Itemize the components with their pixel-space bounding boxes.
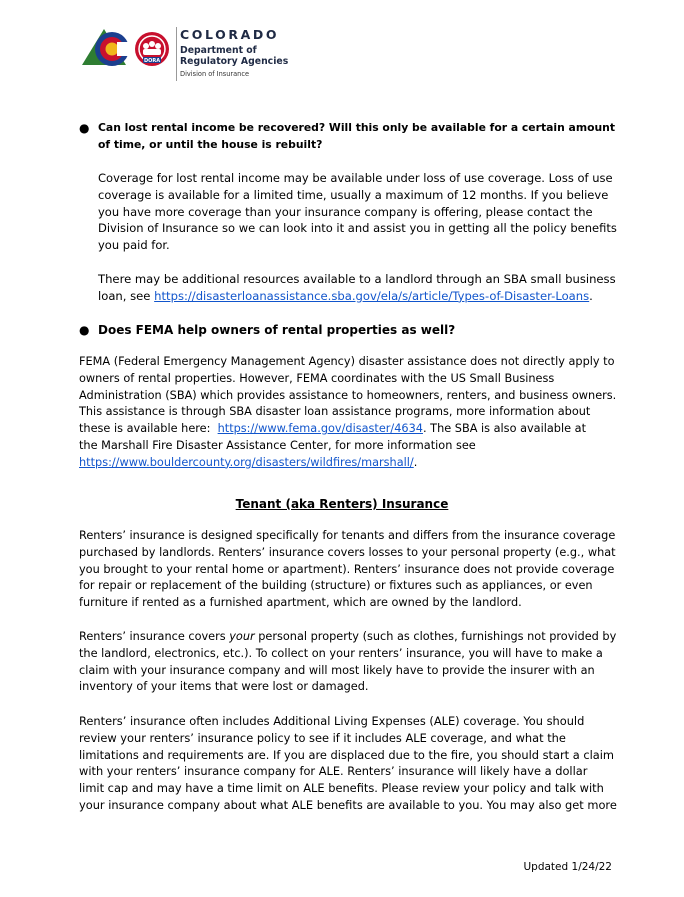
logo-text — [180, 27, 288, 78]
para2-line: inventory of your items that were lost or damaged. — [79, 680, 369, 694]
q1-question — [98, 120, 615, 154]
q2-question — [98, 322, 455, 339]
q1-sba-suffix: . — [589, 288, 593, 303]
para3-line: review your renters’ insurance policy to see if it includes ALE coverage, and what the — [79, 730, 566, 745]
q2-answer — [79, 354, 616, 472]
logo-state-name: COLORADO — [180, 27, 280, 42]
para3-line: limit cap and may have a time limit on ALE benefits. Please review your policy and talk with — [79, 781, 604, 796]
logo-dept-line1: Department of — [180, 45, 257, 56]
para3-line: limitations and requirements are. If you are displaced due to the fire, you should start a claim — [79, 747, 615, 762]
para1-line: Renters’ insurance is designed specifically for tenants and differs from the insurance coverage — [79, 529, 616, 542]
renters-paragraph-2 — [79, 629, 616, 696]
q1-answer-line: you paid for. — [98, 238, 170, 253]
para1-line: purchased by landlords. Renters’ insurance covers losses to your personal property (e.g., what — [79, 545, 616, 559]
fema-disaster-link[interactable]: https://www.fema.gov/disaster/4634 — [217, 422, 423, 436]
colorado-logo-mark-icon — [82, 27, 178, 75]
q1-answer-line: you have more coverage than your insurance company is offering, please contact the — [98, 204, 593, 219]
q1-question-line1: Can lost rental income be recovered? Will this only be available for a certain amount — [98, 121, 616, 134]
para1-line: for repair or replacement of the building (structure) or fixtures such as appliances, or even — [79, 579, 593, 593]
renters-paragraph-1 — [79, 528, 616, 612]
q1-bullet: ● — [79, 121, 90, 135]
q2-answer-line: owners of rental properties. However, FEMA coordinates with the US Small Business — [79, 371, 555, 385]
renters-paragraph-3 — [79, 713, 617, 814]
boulder-county-marshall-link[interactable]: https://www.bouldercounty.org/disasters/wildfires/marshall/ — [79, 455, 414, 469]
q2-line5-prefix: these is available here: — [79, 422, 218, 436]
para1-line: furniture if rented as a furnished apartment, which are owned by the landlord. — [79, 596, 522, 610]
q1-sba-paragraph — [98, 271, 616, 305]
para2-emphasis: your — [229, 630, 255, 643]
para1-line: you brought to your rental home or apartment). Renters’ insurance does not provide coverage — [79, 562, 615, 576]
q1-sba-line1: There may be additional resources available to a landlord through an SBA small business — [98, 272, 616, 286]
q2-answer-line: FEMA (Federal Emergency Management Agency) disaster assistance does not directly apply to — [79, 355, 615, 368]
para3-line: with your renters’ insurance company for ALE. Renters’ insurance will likely have a dollar — [79, 764, 588, 779]
dora-logo — [82, 27, 302, 87]
q2-answer-line: the Marshall Fire Disaster Assistance Center, for more information see — [79, 438, 476, 452]
dora-badge-label: DORA — [143, 58, 161, 64]
q2-line7-suffix: . — [413, 455, 418, 469]
q1-answer-line: coverage is available for a limited time, usually a maximum of 12 months. If you believe — [98, 187, 609, 202]
q2-bullet: ● — [79, 323, 90, 337]
para2-line: the landlord, electronics, etc.). To collect on your renters’ insurance, you will have to make a — [79, 646, 603, 660]
para3-line: Renters’ insurance often includes Additional Living Expenses (ALE) coverage. You should — [79, 714, 585, 728]
updated-date-footer: Updated 1/24/22 — [523, 861, 612, 873]
q1-question-line2: of time, or until the house is rebuilt? — [98, 137, 323, 151]
para3-line: your insurance company about what ALE benefits are available to you. You may also get more — [79, 797, 617, 812]
logo-dept-line2: Regulatory Agencies — [180, 56, 289, 67]
q1-answer-line: Coverage for lost rental income may be available under loss of use coverage. Loss of use — [98, 171, 613, 185]
q1-answer — [98, 170, 617, 254]
para2-prefix: Renters’ insurance covers — [79, 630, 230, 643]
logo-divider — [176, 27, 177, 81]
q1-answer-line: Division of Insurance so we can look into it and assist you in getting all the policy benefits — [98, 221, 617, 236]
q2-answer-line: This assistance is through SBA disaster loan assistance programs, more information about — [79, 405, 591, 419]
para2-suffix: personal property (such as clothes, furnishings not provided by — [254, 630, 617, 643]
q2-answer-line: Administration (SBA) which provides assistance to homeowners, renters, and business owners. — [79, 388, 617, 402]
q2-line5-suffix: . The SBA is also available at — [422, 422, 587, 436]
section-heading: Tenant (aka Renters) Insurance — [235, 497, 449, 511]
q2-question-text: Does FEMA help owners of rental properties as well? — [98, 323, 456, 337]
para2-line: claim with your insurance company and will most likely have to provide the insurer with an — [79, 663, 595, 677]
q1-sba-prefix: loan, see — [98, 288, 155, 303]
sba-disaster-loans-link[interactable]: https://disasterloanassistance.sba.gov/ela/s/article/Types-of-Disaster-Loans — [154, 288, 590, 303]
logo-division: Division of Insurance — [180, 70, 250, 78]
